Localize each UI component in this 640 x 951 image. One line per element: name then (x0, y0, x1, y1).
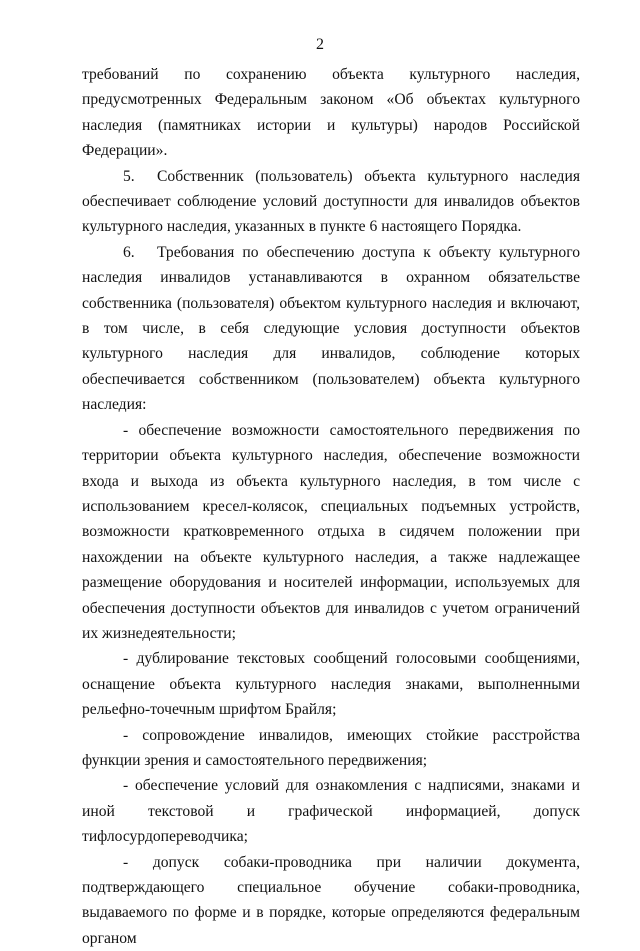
list-item: - обеспечение условий для ознакомления с надписями, знаками и иной текстовой и графической информацией, допуск тифлосурдопереводчика; (82, 777, 580, 846)
list-item: - дублирование текстовых сообщений голосовыми сообщениями, оснащение объекта культурного наследия знаками, выполненными рельефно-точечным шрифтом Брайля; (82, 650, 580, 719)
numbered-paragraph-5 (82, 164, 580, 240)
list-item: - допуск собаки-проводника при наличии документа, подтверждающего специальное обучение собаки-проводника, выдаваемого по форме и в порядке, которые определяются федеральным органом (82, 853, 580, 947)
paragraph-text: Собственник (пользователь) объекта культурного наследия обеспечивает соблюдение условий доступности для инвалидов объектов культурного наследия, указанных в пункте 6 настоящего Порядка. (82, 167, 580, 236)
list-item: - обеспечение возможности самостоятельного передвижения по территории объекта культурного наследия, обеспечение возможности входа и выхода из объекта культурного наследия, в том числе с использованием кресел-колясок, специальных подъемных устройств, возможности кратковременного отдыха в сидячем положении при нахождении на объекте культурного наследия, а также надлежащее размещение оборудования и носителей информации, используемых для обеспечения доступности объектов для инвалидов с учетом ограничений их жизнедеятельности; (82, 421, 580, 642)
paragraph-number: 6. (123, 243, 135, 261)
list-item: - сопровождение инвалидов, имеющих стойкие расстройства функции зрения и самостоятельного передвижения; (82, 726, 580, 769)
numbered-paragraph-6 (82, 240, 580, 418)
document-body (82, 62, 580, 951)
paragraph-continuation: требований по сохранению объекта культурного наследия, предусмотренных Федеральным законом «Об объектах культурного наследия (памятниках истории и культуры) народов Российской Федерации». (82, 66, 580, 160)
page-number: 2 (316, 36, 324, 53)
paragraph-text: Требования по обеспечению доступа к объекту культурного наследия инвалидов устанавливаются в охранном обязательстве собственника (пользователя) объектом культурного наследия и включают, в том числе, в себя следующие условия доступности объектов культурного наследия для инвалидов, соблюдение которых обеспечивается собственником (пользователем) объекта культурного наследия: (82, 243, 580, 414)
paragraph-number: 5. (123, 167, 135, 185)
